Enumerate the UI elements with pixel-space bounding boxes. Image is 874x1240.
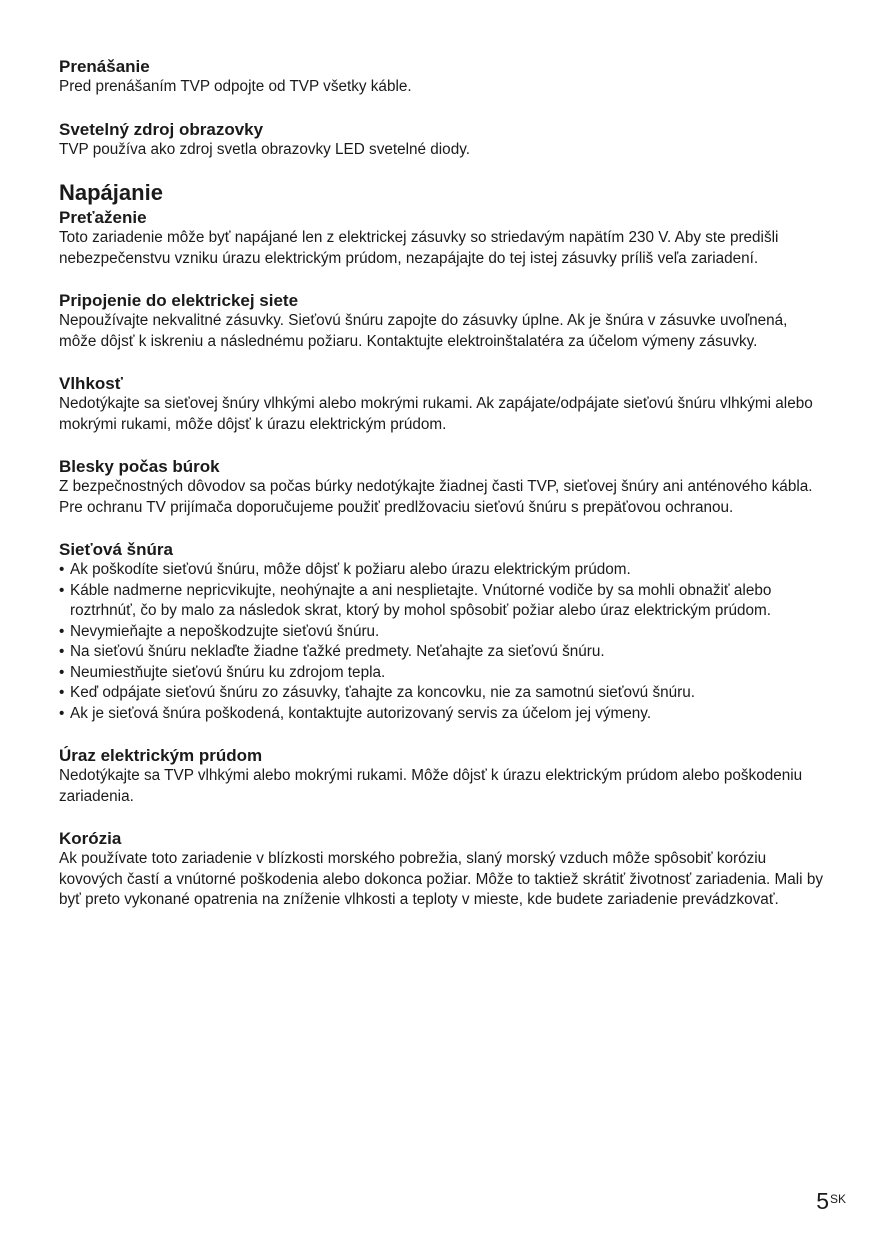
list-item: • Káble nadmerne nepricvikujte, neohýnajte a ani nesplietajte. Vnútorné vodiče by sa mohli obnažiť alebo roztrhnúť, čo by malo za následok skrat, ktorý by mohol spôsobiť požiar alebo úraz elektrickým prúdom. (59, 581, 829, 622)
page-number (816, 1188, 846, 1214)
section-humidity (59, 373, 829, 435)
list-item: • Nevymieňajte a nepoškodzujte sieťovú šnúru. (59, 622, 829, 643)
main-heading-power: Napájanie (59, 180, 163, 205)
section-power-cord (59, 539, 829, 724)
section-text: TVP používa ako zdroj svetla obrazovky LED svetelné diody. (59, 140, 470, 158)
list-item: • Na sieťovú šnúru neklaďte žiadne ťažké predmety. Neťahajte za sieťovú šnúru. (59, 642, 829, 663)
document-page (59, 56, 829, 932)
section-text: Ak používate toto zariadenie v blízkosti morského pobrežia, slaný morský vzduch môže spôsobiť koróziu kovových častí a vnútorné poškodenia alebo dokonca požiar. Môže to taktiež skrátiť životnosť zariadenia. Mali by byť preto vykonané opatrenia na zníženie vlhkosti a teploty v mieste, kde budete zariadenie prevádzkovať. (59, 850, 823, 908)
section-lightning (59, 456, 829, 518)
section-power (59, 180, 829, 269)
list-item: • Keď odpájate sieťovú šnúru zo zásuvky, ťahajte za koncovku, nie za samotnú sieťovú šnúru. (59, 683, 829, 704)
section-title: Svetelný zdroj obrazovky (59, 119, 264, 139)
section-electric-shock (59, 745, 829, 807)
section-text: Z bezpečnostných dôvodov sa počas búrky nedotýkajte žiadnej časti TVP, sieťovej šnúry ani anténového kábla. Pre ochranu TV prijímača doporučujeme použiť predlžovaciu sieťovú šnúru s prepäťovou ochranou. (59, 478, 813, 516)
list-item: • Neumiestňujte sieťovú šnúru ku zdrojom tepla. (59, 663, 829, 684)
page-number-value: 5 (816, 1188, 829, 1214)
section-title: Sieťová šnúra (59, 540, 173, 559)
language-code: SK (829, 1192, 846, 1206)
section-title: Korózia (59, 829, 122, 848)
section-title: Úraz elektrickým prúdom (59, 746, 263, 765)
section-text: Nedotýkajte sa TVP vlhkými alebo mokrými rukami. Môže dôjsť k úrazu elektrickým prúdom alebo poškodeniu zariadenia. (59, 767, 803, 805)
section-mains-connection (59, 290, 829, 352)
section-title: Pripojenie do elektrickej siete (59, 291, 299, 310)
section-title: Prenášanie (59, 57, 150, 76)
section-text: Nedotýkajte sa sieťovej šnúry vlhkými alebo mokrými rukami. Ak zapájate/odpájate sieťovú šnúru vlhkými alebo mokrými rukami, môže dôjsť k úrazu elektrickým prúdom. (59, 395, 813, 433)
section-title: Vlhkosť (59, 374, 123, 393)
section-transport (59, 56, 829, 98)
section-corrosion (59, 828, 829, 911)
section-title: Blesky počas búrok (59, 457, 220, 476)
list-item: • Ak poškodíte sieťovú šnúru, môže dôjsť k požiaru alebo úrazu elektrickým prúdom. (59, 560, 829, 581)
section-text: Toto zariadenie môže byť napájané len z elektrickej zásuvky so striedavým napätím 230 V. Aby ste predišli nebezpečenstvu vzniku úrazu elektrickým prúdom, nezapájajte do tej istej zásuvky príliš veľa zariadení. (59, 229, 779, 267)
list-item: • Ak je sieťová šnúra poškodená, kontaktujte autorizovaný servis za účelom jej výmeny. (59, 704, 829, 725)
section-text: Pred prenášaním TVP odpojte od TVP všetky káble. (59, 78, 412, 95)
section-text: Nepoužívajte nekvalitné zásuvky. Sieťovú šnúru zapojte do zásuvky úplne. Ak je šnúra v zásuvke uvoľnená, môže dôjsť k iskreniu a následnému požiaru. Kontaktujte elektroinštalatéra za účelom výmeny zásuvky. (59, 312, 788, 350)
section-title: Preťaženie (59, 208, 147, 227)
section-light-source (59, 119, 829, 161)
bullet-list (59, 560, 829, 724)
